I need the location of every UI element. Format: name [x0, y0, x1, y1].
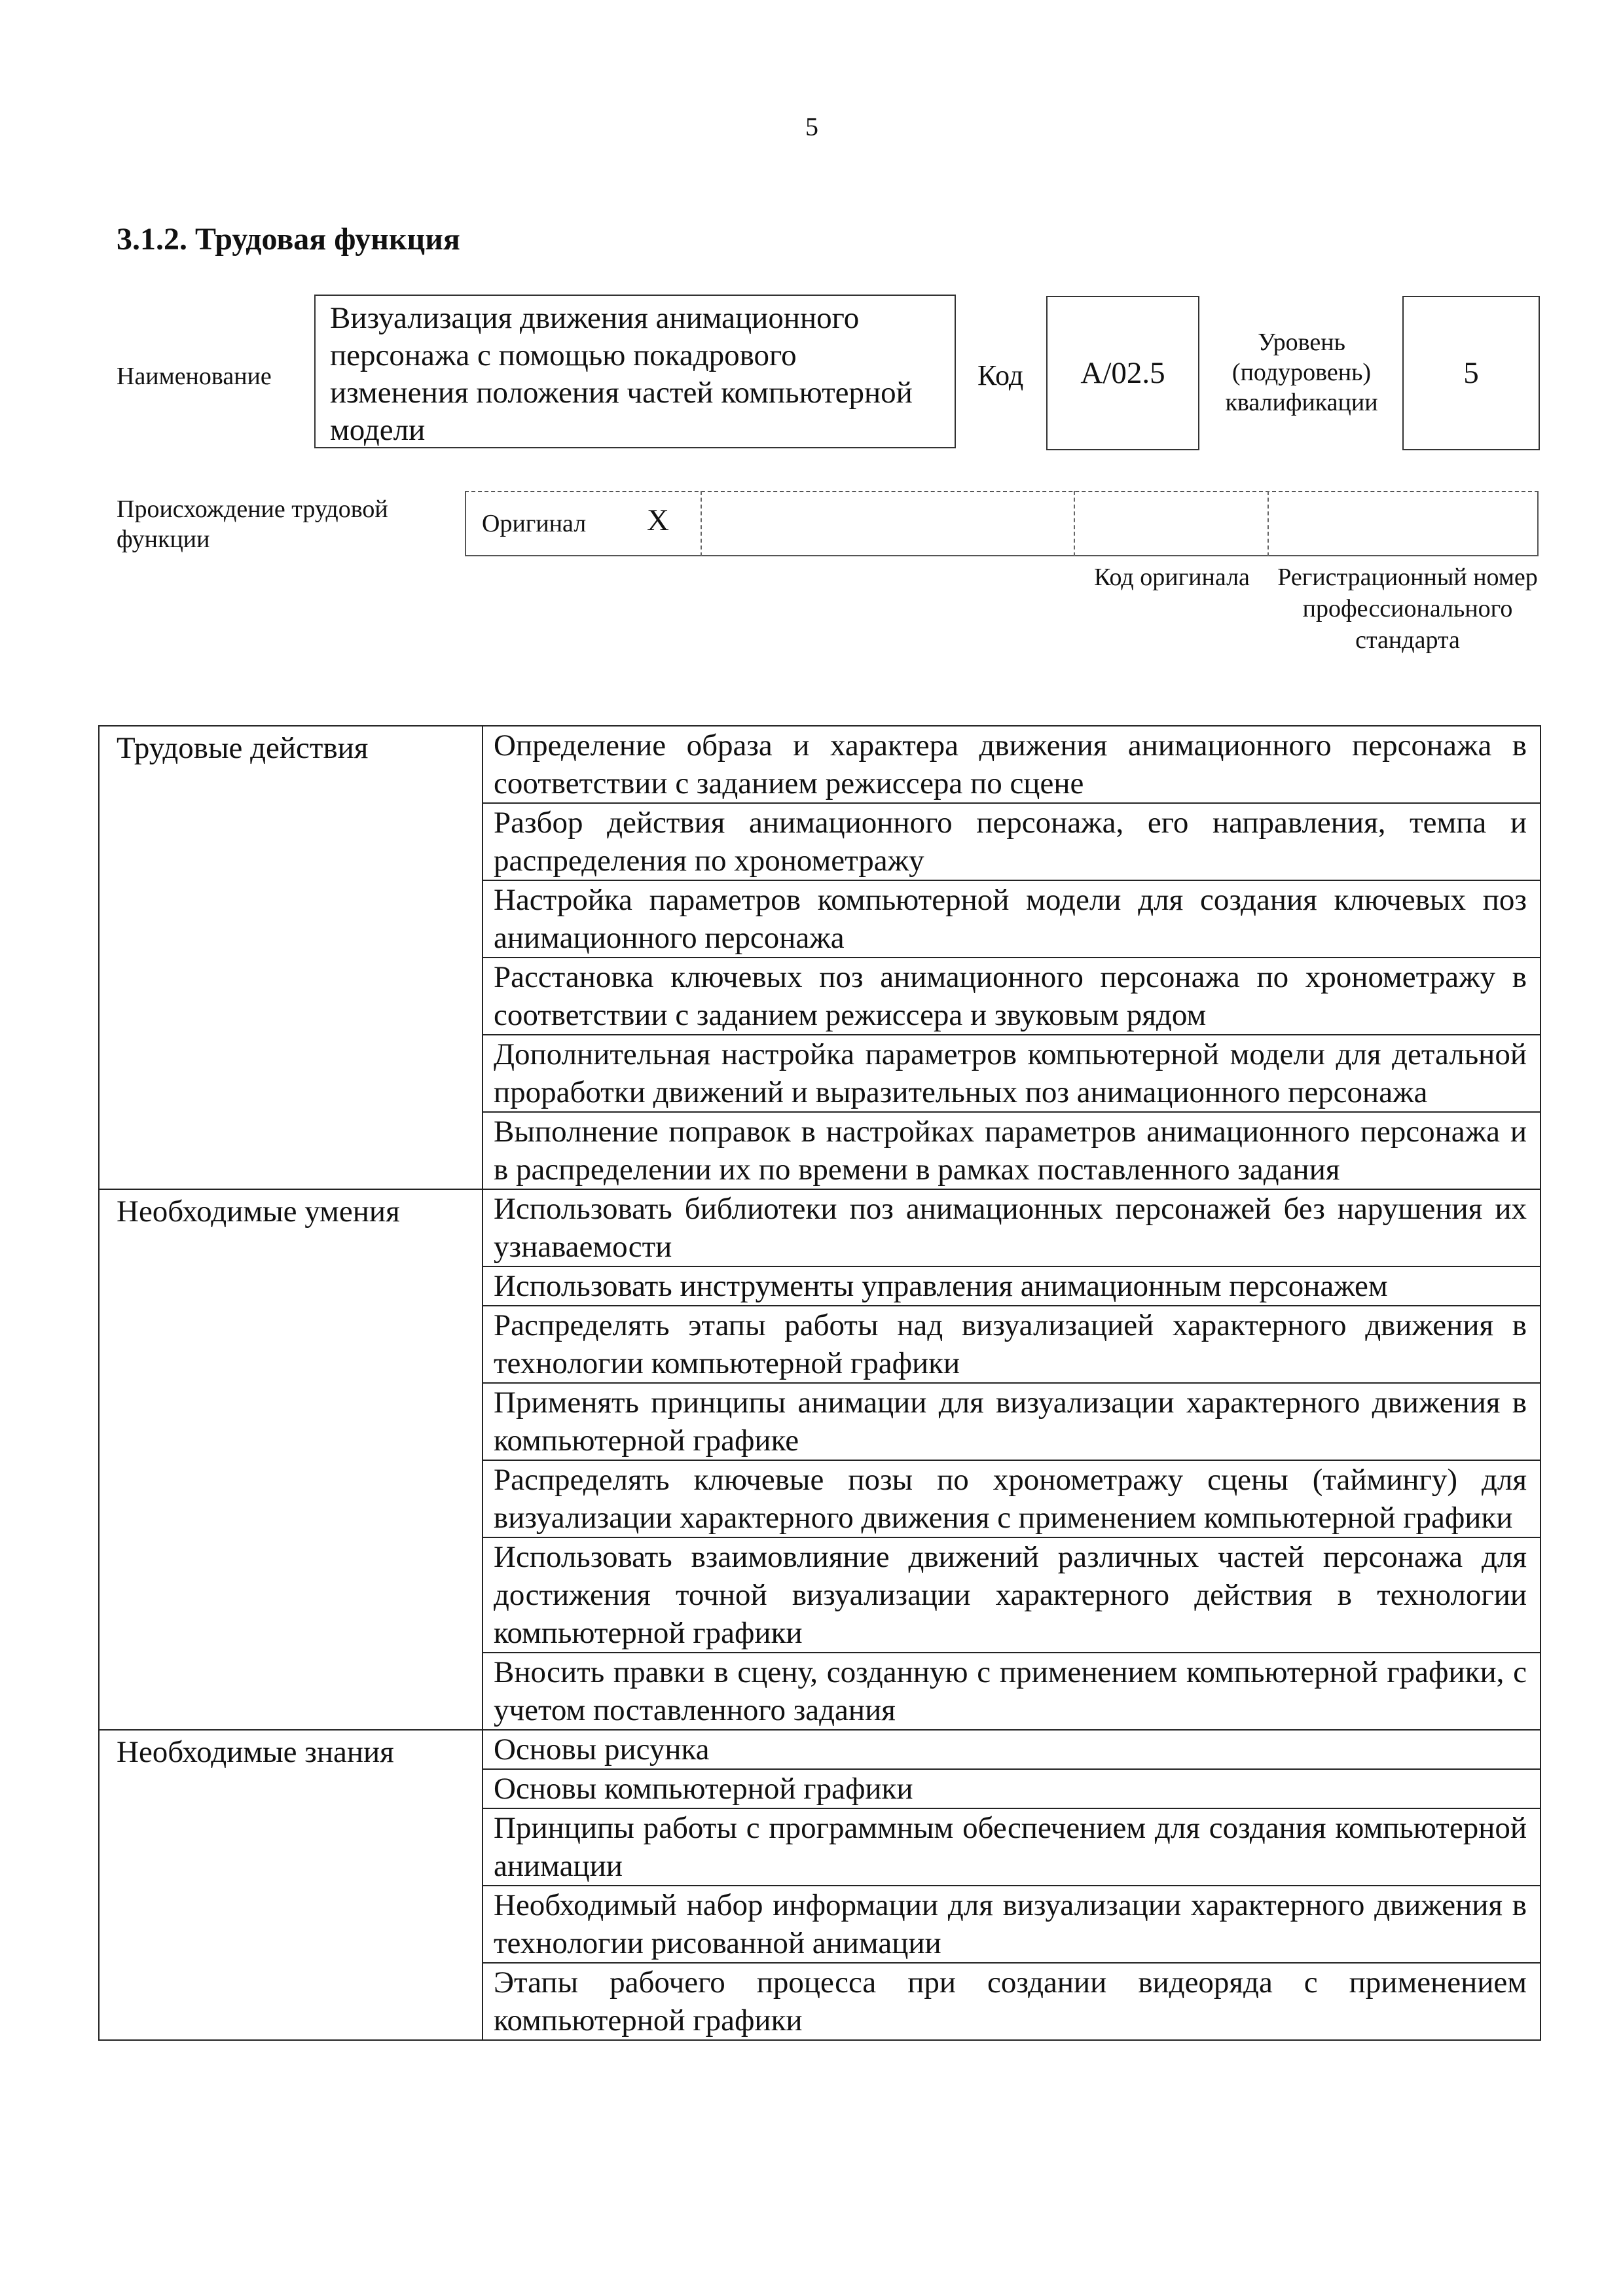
origin-divider [1267, 491, 1269, 556]
table-item: Настройка параметров компьютерной модели для создания ключевых поз анимационного персонажа [483, 880, 1541, 958]
table-item: Расстановка ключевых поз анимационного персонажа по хронометражу в соответствии с заданием режиссера и звуковым рядом [483, 958, 1541, 1035]
original-label: Оригинал [482, 510, 587, 537]
table-item: Определение образа и характера движения анимационного персонажа в соответствии с заданием режиссера по сцене [483, 726, 1541, 803]
table-item: Использовать инструменты управления анимационным персонажем [483, 1266, 1541, 1306]
code-original-caption: Код оригинала [1094, 564, 1250, 591]
table-item: Применять принципы анимации для визуализации характерного движения в компьютерной графике [483, 1383, 1541, 1460]
table-item: Распределять этапы работы над визуализацией характерного движения в технологии компьютерной графики [483, 1306, 1541, 1383]
qualification-level-label: Уровень (подуровень) квалификации [1225, 329, 1378, 416]
section-title: 3.1.2. Трудовая функция [117, 222, 460, 257]
table-item: Разбор действия анимационного персонажа, его направления, темпа и распределения по хронометражу [483, 803, 1541, 880]
table-item: Необходимый набор информации для визуализации характерного движения в технологии рисованной анимации [483, 1886, 1541, 1963]
table-row [99, 726, 1541, 803]
page-number: 5 [805, 112, 818, 141]
table-item: Этапы рабочего процесса при создании видеоряда с применением компьютерной графики [483, 1963, 1541, 2040]
table-item: Использовать взаимовлияние движений различных частей персонажа для достижения точной визуализации характерного действия в технологии компьютерной графики [483, 1537, 1541, 1653]
table-item: Вносить правки в сцену, созданную с применением компьютерной графики, с учетом поставленного задания [483, 1653, 1541, 1730]
table-row [99, 1189, 1541, 1266]
section-category: Трудовые действия [99, 726, 483, 1189]
table-item: Использовать библиотеки поз анимационных персонажей без нарушения их узнаваемости [483, 1189, 1541, 1266]
function-name-value: Визуализация движения анимационного персонажа с помощью покадрового изменения положения частей компьютерной модели [314, 295, 956, 448]
table-item: Дополнительная настройка параметров компьютерной модели для детальной проработки движений и выразительных поз анимационного персонажа [483, 1035, 1541, 1112]
table-item: Принципы работы с программным обеспечением для создания компьютерной анимации [483, 1808, 1541, 1886]
table-item: Основы компьютерной графики [483, 1769, 1541, 1808]
section-category: Необходимые умения [99, 1189, 483, 1730]
name-label: Наименование [117, 363, 272, 390]
code-value: A/02.5 [1046, 296, 1199, 450]
table-row [99, 1730, 1541, 1769]
registration-number-caption: Регистрационный номер профессионального стандарта [1277, 564, 1538, 654]
function-table [98, 725, 1541, 2041]
table-item: Выполнение поправок в настройках параметров анимационного персонажа и в распределении их по времени в рамках поставленного задания [483, 1112, 1541, 1189]
original-mark: X [647, 503, 669, 537]
origin-label: Происхождение трудовой функции [117, 495, 388, 553]
table-item: Основы рисунка [483, 1730, 1541, 1769]
table-item: Распределять ключевые позы по хронометражу сцены (таймингу) для визуализации характерного движения с применением компьютерной графики [483, 1460, 1541, 1537]
origin-divider [1074, 491, 1075, 556]
function-table-body [99, 726, 1541, 2040]
origin-divider [701, 491, 702, 556]
section-category: Необходимые знания [99, 1730, 483, 2040]
origin-frame [465, 491, 1539, 556]
code-label: Код [977, 359, 1024, 391]
qualification-level-value: 5 [1402, 296, 1540, 450]
